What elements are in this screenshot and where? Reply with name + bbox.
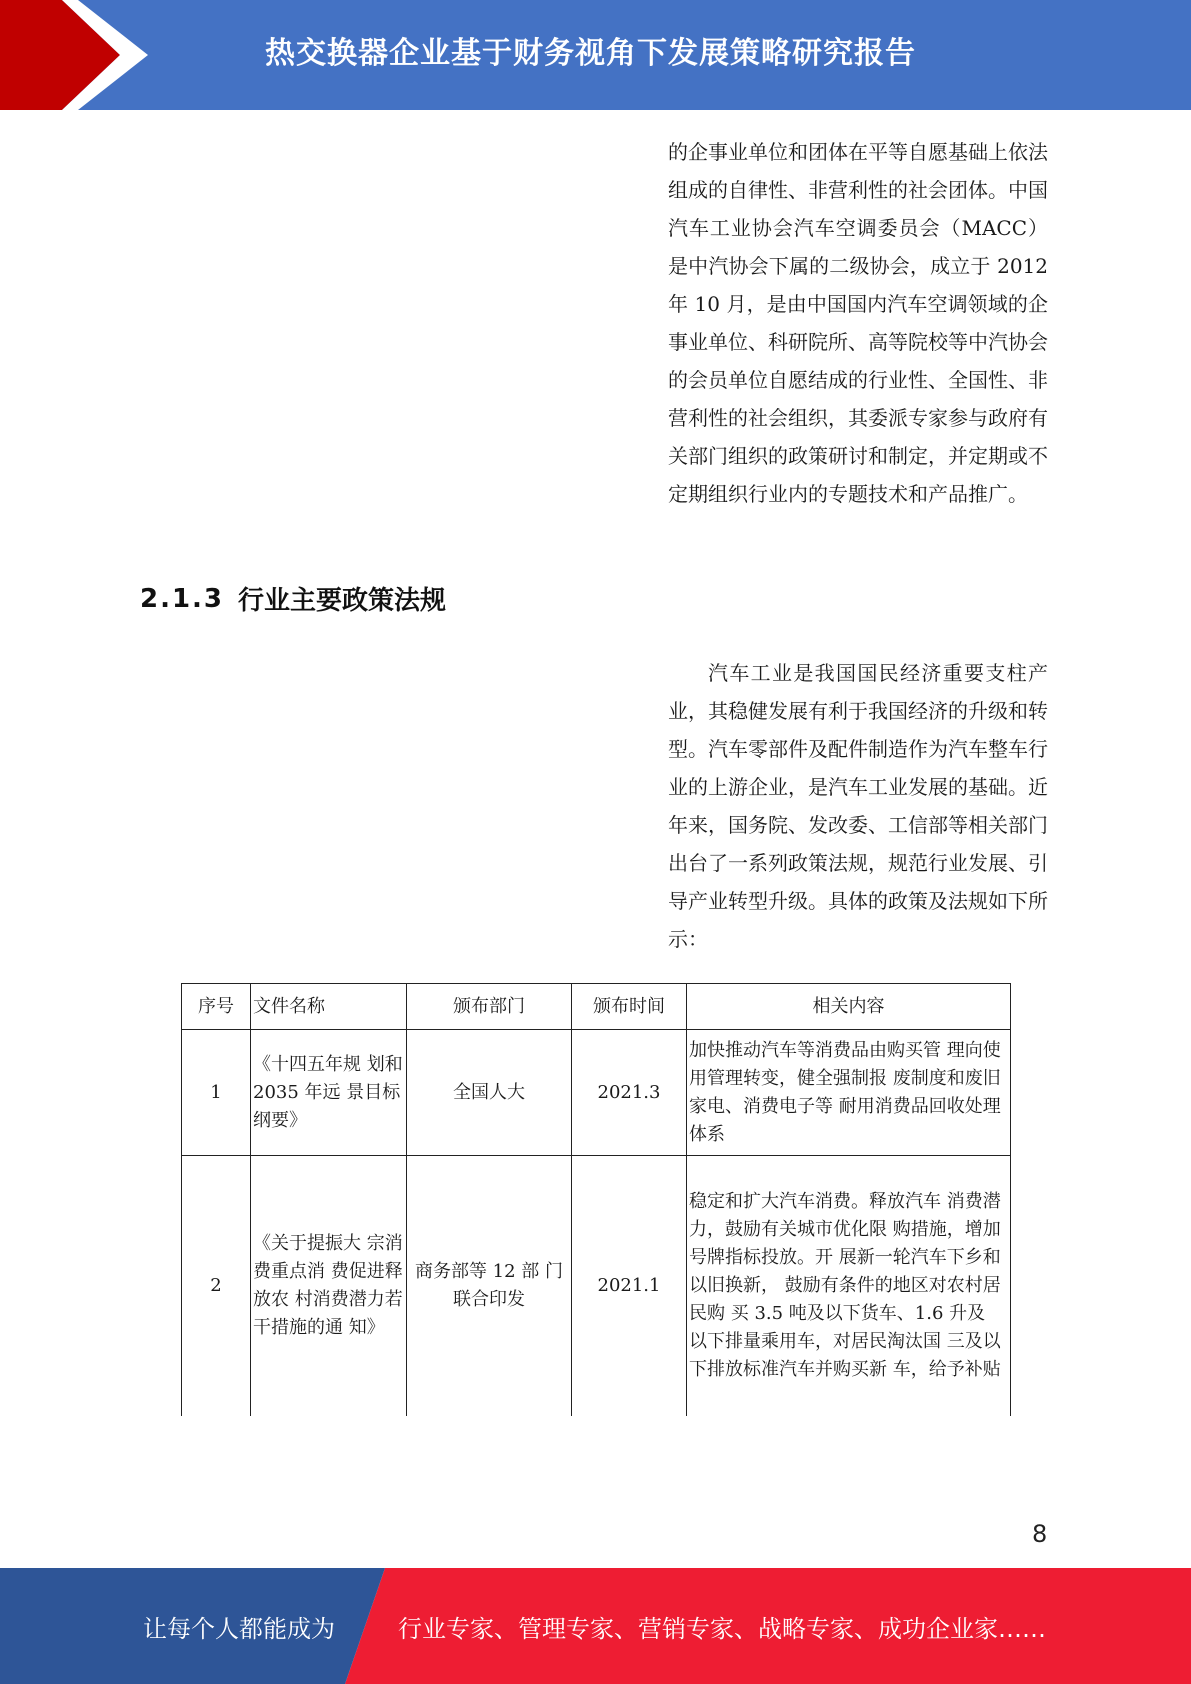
footer-slogan-left: 让每个人都能成为	[143, 1614, 335, 1643]
report-title: 热交换器企业基于财务视角下发展策略研究报告	[265, 36, 916, 71]
section-heading	[140, 580, 446, 617]
table-header-row	[182, 984, 1011, 1030]
section-title: 行业主要政策法规	[238, 586, 447, 616]
table-row	[182, 1030, 1011, 1156]
red-chevron-logo	[0, 0, 150, 110]
table-header-content: 相关内容	[687, 984, 1011, 1030]
table-header-no: 序号	[182, 984, 251, 1030]
body-paragraph-2: 汽车工业是我国国民经济重要支柱产业，其稳健发展有利于我国经济的升级和转型。汽车零部件及配件制造作为汽车整车行业的上游企业，是汽车工业发展的基础。近年来，国务院、发改委、工信部等相关部门出台了一系列政策法规，规范行业发展、引导产业转型升级。具体的政策及法规如下所示：	[668, 661, 1048, 951]
cell-dept: 商务部等 12 部 门联合印发	[407, 1156, 572, 1416]
table-header-date: 颁布时间	[572, 984, 687, 1030]
cell-dept: 全国人大	[407, 1030, 572, 1156]
table-header-dept: 颁布部门	[407, 984, 572, 1030]
table-header-name: 文件名称	[251, 984, 407, 1030]
section-number: 2.1.3	[140, 583, 225, 614]
table-row	[182, 1156, 1011, 1416]
page-number: 8	[1032, 1520, 1048, 1548]
cell-name: 《关于提振大 宗消费重点消 费促进释放农 村消费潜力若 干措施的通 知》	[251, 1156, 407, 1416]
cell-date: 2021.1	[572, 1156, 687, 1416]
cell-content: 加快推动汽车等消费品由购买管 理向使用管理转变，健全强制报 废制度和废旧家电、消费电子等 耐用消费品回收处理体系	[687, 1030, 1011, 1156]
page-header	[0, 0, 1191, 110]
cell-name: 《十四五年规 划和 2035 年远 景目标纲要》	[251, 1030, 407, 1156]
body-paragraph-1: 的企事业单位和团体在平等自愿基础上依法组成的自律性、非营利性的社会团体。中国汽车工业协会汽车空调委员会（MACC）是中汽协会下属的二级协会，成立于 2012 年 10 月，是由中国国内汽车空调领域的企事业单位、科研院所、高等院校等中汽协会的会员单位自愿结成的行业性、全国性、非营利性的社会组织，其委派专家参与政府有关部门组织的政策研讨和制定，并定期或不定期组织行业内的专题技术和产品推广。	[668, 140, 1048, 506]
cell-date: 2021.3	[572, 1030, 687, 1156]
footer-slogan-right: 行业专家、管理专家、营销专家、战略专家、成功企业家……	[398, 1614, 1046, 1643]
cell-no: 2	[182, 1156, 251, 1416]
policy-table	[181, 983, 1011, 1416]
page-footer	[0, 1568, 1191, 1684]
cell-no: 1	[182, 1030, 251, 1156]
cell-content: 稳定和扩大汽车消费。释放汽车 消费潜力，鼓励有关城市优化限 购措施，增加号牌指标投放。开 展新一轮汽车下乡和以旧换新， 鼓励有条件的地区对农村居民购 买 3.5 吨及以下货车、1.6 升及 以下排量乘用车，对居民淘汰国 三及以下排放标准汽车并购买新 车，给予补贴	[687, 1156, 1011, 1416]
